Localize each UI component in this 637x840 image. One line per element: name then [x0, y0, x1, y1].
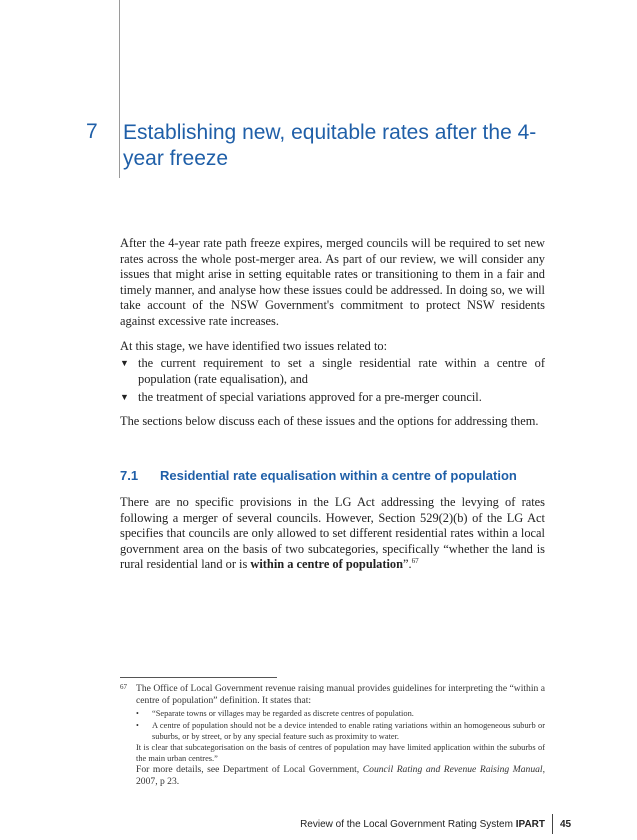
- footnote-marker: 67: [120, 683, 127, 691]
- section-body-text: There are no specific provisions in the LG Act addressing the levying of rates following a merger of several councils. However, Section 529(2)(b) of the LG Act specifies that councils are only allowed to set different residential rates within a local government area on the basis of two subcategories, specifically “whether the land is rural residential land or is: [120, 495, 545, 572]
- section-body-paragraph: [120, 495, 545, 573]
- footnote-quote-text: “Separate towns or villages may be regarded as discrete centres of population.: [152, 709, 414, 718]
- footnote-details-title: Council Rating and Revenue Raising Manual: [362, 764, 543, 775]
- footnote-details-suffix: , 2007, p 23.: [136, 764, 545, 787]
- footer-divider: [552, 814, 553, 834]
- chapter-title: Establishing new, equitable rates after the 4-year freeze: [123, 121, 537, 170]
- page-footer: [0, 814, 637, 834]
- issues-lead-paragraph: At this stage, we have identified two issues related to:: [120, 339, 388, 353]
- footnote-details-prefix: For more details, see Department of Local Government,: [136, 764, 363, 775]
- footnote-quote-tail: It is clear that subcategorisation on the basis of centres of population may have limited application within the suburbs of the main urban centres.”: [136, 743, 545, 763]
- footnote-quote-text: A centre of population should not be a device intended to enable rating variations within an homogeneous suburb or suburbs, or by street, or by any special feature such as proximity to water.: [152, 721, 545, 741]
- list-item: [120, 390, 545, 406]
- footnote-quote-item: [120, 708, 545, 719]
- chapter-divider-line: [119, 0, 120, 178]
- bullet-dot-icon: •: [136, 709, 139, 718]
- intro-paragraph: After the 4-year rate path freeze expires, merged councils will be required to set new rates across the whole post-merger area. As part of our review, we will consider any issues that might arise in setting equitable rates or transitioning to them in a fair and timely manner, and analyse how these issues could be addressed. In doing so, we will take account of the NSW Government's commitment to protect NSW residents against excessive rate increases.: [120, 236, 545, 328]
- footnote-separator: [120, 677, 277, 678]
- footer-org: IPART: [515, 819, 545, 830]
- footnote-reference[interactable]: 67: [411, 557, 419, 566]
- footnote-details: [120, 764, 545, 788]
- section-body-bold: within a centre of population: [250, 557, 404, 572]
- footnote: [120, 683, 545, 788]
- section-body-end: ”.: [403, 557, 412, 572]
- footnote-text: The Office of Local Government revenue raising manual provides guidelines for interpreting the “within a centre of population” definition. It states that:: [136, 683, 545, 706]
- list-item: [120, 356, 545, 387]
- section-title: Residential rate equalisation within a centre of population: [160, 468, 517, 483]
- page-number: 45: [560, 819, 572, 830]
- footnote-main: [120, 683, 545, 707]
- sections-intro-paragraph: The sections below discuss each of these issues and the options for addressing them.: [120, 414, 539, 428]
- bullet-dot-icon: •: [136, 721, 139, 730]
- footnote-quote-item: [120, 720, 545, 742]
- bullet-triangle-icon: ▼: [120, 358, 129, 368]
- bullet-triangle-icon: ▼: [120, 392, 129, 403]
- issues-list: [120, 356, 545, 409]
- list-item-text: the treatment of special variations approved for a pre-merger council.: [138, 390, 482, 405]
- section-number: 7.1: [120, 468, 139, 483]
- chapter-number: 7: [86, 120, 98, 143]
- footer-report-title: [300, 819, 545, 830]
- footer-text: Review of the Local Government Rating System: [300, 819, 513, 830]
- list-item-text: the current requirement to set a single residential rate within a centre of population (rate equalisation), and: [138, 356, 545, 386]
